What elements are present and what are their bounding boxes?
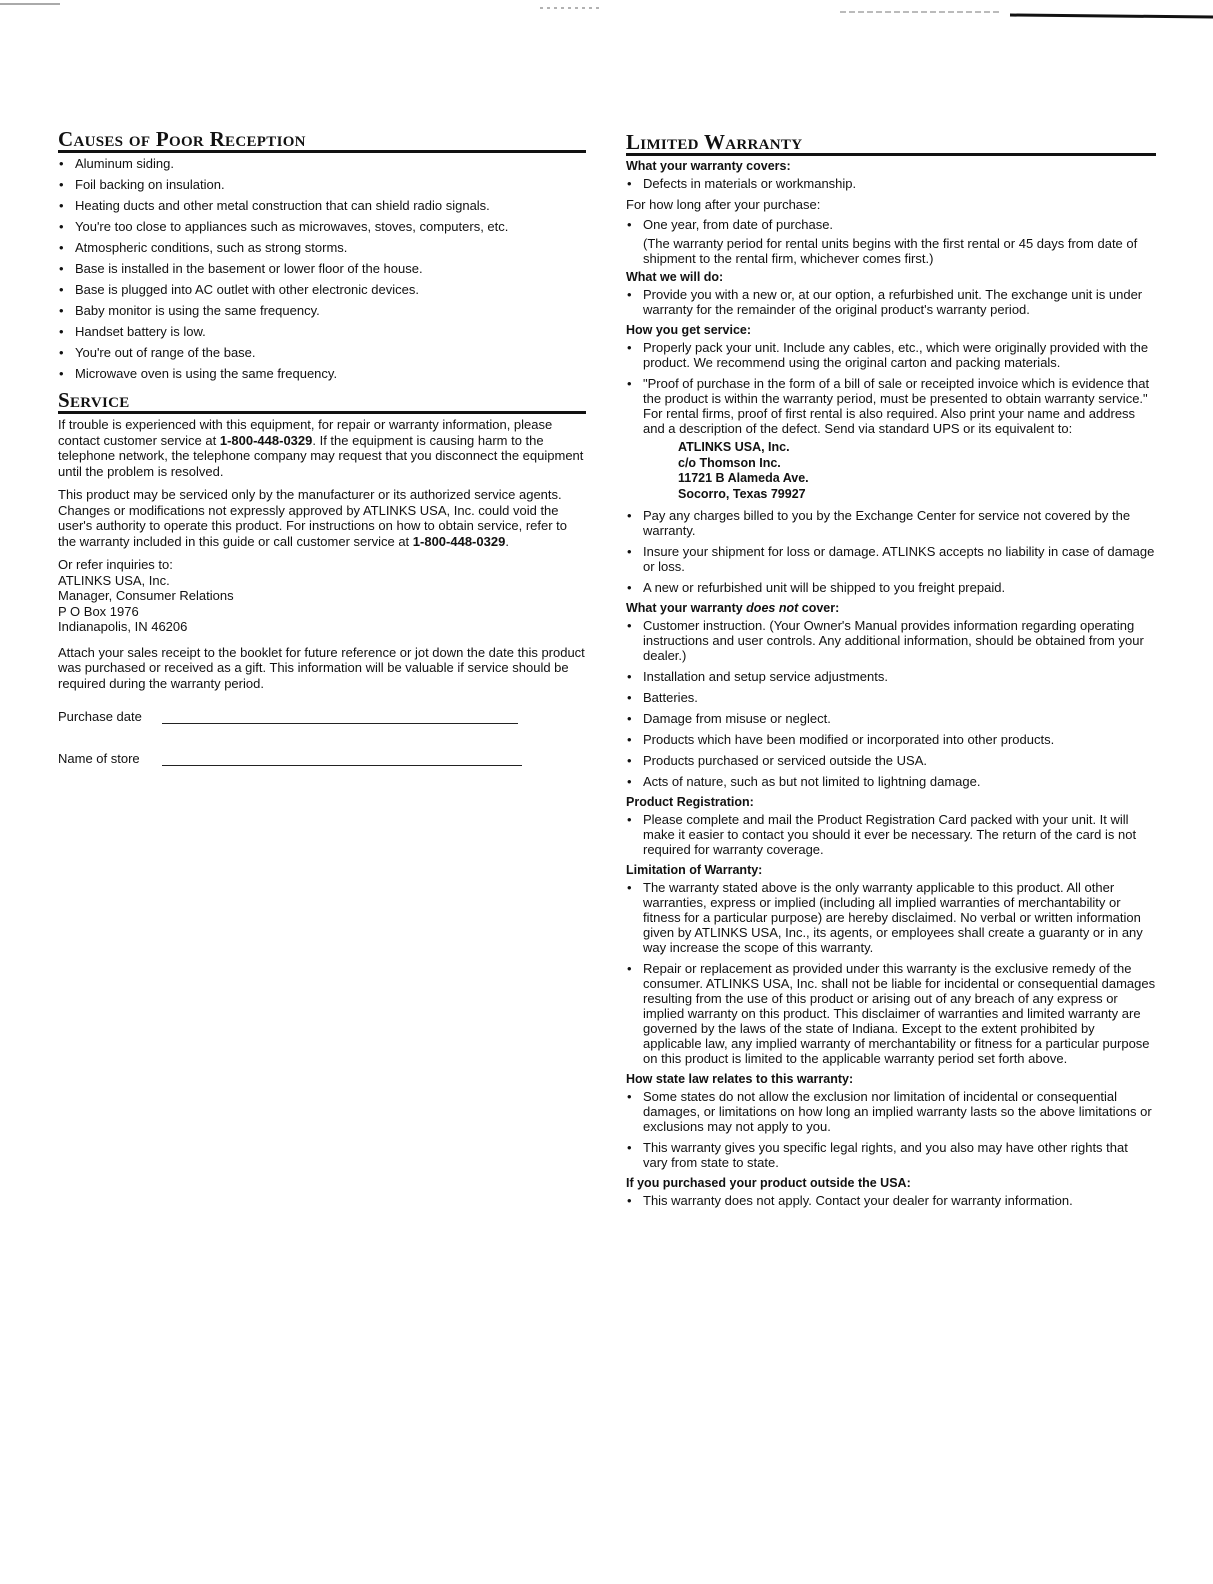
- right-column: [626, 128, 1156, 1214]
- list-item: • You're too close to appliances such as microwaves, stoves, computers, etc.: [59, 219, 509, 234]
- list-item: • Customer instruction. (Your Owner's Manual provides information regarding operating instructions and user controls. Any additional information, should be obtained from your dealer.): [627, 618, 1144, 663]
- not-cover-list: [626, 618, 1156, 789]
- service-title: Service: [58, 389, 586, 414]
- causes-list: [58, 156, 586, 381]
- list-item: • Please complete and mail the Product Registration Card packed with your unit. It will make it easier to contact you should it ever be necessary. The return of the card is not required for warranty coverage.: [627, 812, 1137, 857]
- list-item: • Handset battery is low.: [59, 324, 206, 339]
- causes-title: Causes of Poor Reception: [58, 128, 586, 153]
- list-item: • Products which have been modified or incorporated into other products.: [627, 732, 1055, 747]
- list-item: • Insure your shipment for loss or damage. ATLINKS accepts no liability in case of damage or loss.: [627, 544, 1155, 574]
- list-item: • Heating ducts and other metal construction that can shield radio signals.: [59, 198, 490, 213]
- covers-heading: What your warranty covers:: [626, 159, 791, 173]
- get-service-list-more: [626, 508, 1156, 595]
- will-do-heading: What we will do:: [626, 270, 724, 284]
- list-item: • Acts of nature, such as but not limited to lightning damage.: [627, 774, 981, 789]
- list-item: • A new or refurbished unit will be shipped to you freight prepaid.: [627, 580, 1006, 595]
- registration-heading: Product Registration:: [626, 795, 754, 809]
- store-name-field: [58, 751, 586, 773]
- left-column: [58, 128, 586, 773]
- list-item: • Repair or replacement as provided under this warranty is the exclusive remedy of the consumer. ATLINKS USA, Inc. shall not be liable for incidental or consequential damages resulting from the use of this product or arising out of any breach of any express or implied warranty on this product. This disclaimer of warranties and limited warranty are governed by the laws of the state of Indiana. Except to the extent prohibited by applicable law, any implied warranty of merchantability or fitness for a particular purpose on this product is limited to the applicable warranty period set forth above.: [627, 961, 1156, 1066]
- state-law-list: [626, 1089, 1156, 1170]
- list-item: • Microwave oven is using the same frequency.: [59, 366, 338, 381]
- sales-receipt-paragraph: Attach your sales receipt to the booklet for future reference or jot down the date this product was purchased or received as a gift. This information will be valuable if service should be required during the warranty period.: [58, 644, 585, 691]
- list-item: • You're out of range of the base.: [59, 345, 256, 360]
- inquiries-address: Or refer inquiries to: ATLINKS USA, Inc. Manager, Consumer Relations P O Box 1976 Indianapolis, IN 46206: [58, 557, 234, 634]
- registration-list: [626, 812, 1156, 857]
- list-item: • Pay any charges billed to you by the Exchange Center for service not covered by the warranty.: [627, 508, 1131, 538]
- covers-list: [626, 176, 1156, 191]
- list-item: • Damage from misuse or neglect.: [627, 711, 831, 726]
- list-item: • Properly pack your unit. Include any cables, etc., which were originally provided with the product. We recommend using the original carton and packing materials.: [627, 340, 1149, 370]
- purchase-date-field: [58, 709, 586, 731]
- get-service-list: [626, 340, 1156, 436]
- outside-usa-list: [626, 1193, 1156, 1208]
- warranty-title: Limited Warranty: [626, 131, 1156, 156]
- list-item: • Batteries.: [627, 690, 698, 705]
- how-long-list: [626, 217, 1156, 232]
- list-item: • Aluminum siding.: [59, 156, 174, 171]
- will-do-list: [626, 287, 1156, 317]
- how-long-heading: For how long after your purchase:: [626, 197, 821, 212]
- phone-number: 1-800-448-0329: [219, 432, 313, 448]
- list-item: • "Proof of purchase in the form of a bill of sale or receipted invoice which is evidence that the product is within the warranty period, must be presented to obtain warranty service." For rental firms, proof of first rental is also required. Also print your name and address and a description of the defect. Send via standard UPS or its equivalent to:: [627, 376, 1150, 436]
- store-name-label: Name of store: [58, 751, 140, 766]
- purchase-date-label: Purchase date: [58, 709, 142, 724]
- limitation-heading: Limitation of Warranty:: [626, 863, 763, 877]
- service-paragraph-contact: If trouble is experienced with this equipment, for repair or warranty information, please contact customer service at 1-800-448-0329. If the equipment is causing harm to the telephone network, the telephone company may request that you disconnect the equipment until the problem is resolved.: [58, 417, 584, 479]
- list-item: • Some states do not allow the exclusion nor limitation of incidental or consequential damages, or limitations on how long an implied warranty lasts so the above limitations or exclusions may not apply to you.: [627, 1089, 1152, 1134]
- list-item: • Foil backing on insulation.: [59, 177, 225, 192]
- list-item: • One year, from date of purchase.: [627, 217, 834, 232]
- list-item: • This warranty does not apply. Contact your dealer for warranty information.: [627, 1193, 1073, 1208]
- purchase-date-line: [162, 723, 518, 724]
- store-name-line: [162, 765, 522, 766]
- state-law-heading: How state law relates to this warranty:: [626, 1072, 854, 1086]
- phone-number: 1-800-448-0329: [412, 533, 506, 549]
- list-item: • This warranty gives you specific legal rights, and you also may have other rights that vary from state to state.: [627, 1140, 1128, 1170]
- list-item: • The warranty stated above is the only warranty applicable to this product. All other warranties, express or implied (including all implied warranties of merchantability or fitness for a particular purpose) are hereby disclaimed. No verbal or written information given by ATLINKS USA, Inc., its agents, or employees shall create a guaranty or in any way increase the scope of this warranty.: [627, 880, 1143, 955]
- list-item: • Products purchased or serviced outside the USA.: [627, 753, 927, 768]
- list-item: • Baby monitor is using the same frequency.: [59, 303, 320, 318]
- service-paragraph-authorized: This product may be serviced only by the manufacturer or its authorized service agents. Changes or modifications not expressly approved by ATLINKS USA, Inc. could void the user's authority to operate this product. For instructions on how to obtain service, refer to the warranty included in this guide or call customer service at 1-800-448-0329.: [58, 487, 568, 549]
- limitation-list: [626, 880, 1156, 1066]
- outside-usa-heading: If you purchased your product outside the USA:: [626, 1176, 911, 1190]
- list-item: • Defects in materials or workmanship.: [627, 176, 857, 191]
- list-item: • Provide you with a new or, at our option, a refurbished unit. The exchange unit is under warranty for the remainder of the original product's warranty period.: [627, 287, 1143, 317]
- list-item: • Base is installed in the basement or lower floor of the house.: [59, 261, 423, 276]
- list-item: • Atmospheric conditions, such as strong storms.: [59, 240, 348, 255]
- list-item: • Installation and setup service adjustments.: [627, 669, 888, 684]
- list-item: • Base is plugged into AC outlet with other electronic devices.: [59, 282, 419, 297]
- rental-note: (The warranty period for rental units begins with the first rental or 45 days from date of shipment to the rental firm, whichever comes first.): [643, 236, 1138, 266]
- scan-artifact-top: [0, 0, 1213, 20]
- ship-to-address: ATLINKS USA, Inc. c/o Thomson Inc. 11721 B Alameda Ave. Socorro, Texas 79927: [678, 440, 809, 501]
- get-service-heading: How you get service:: [626, 323, 752, 337]
- not-cover-heading: What your warranty does not cover:: [626, 601, 840, 615]
